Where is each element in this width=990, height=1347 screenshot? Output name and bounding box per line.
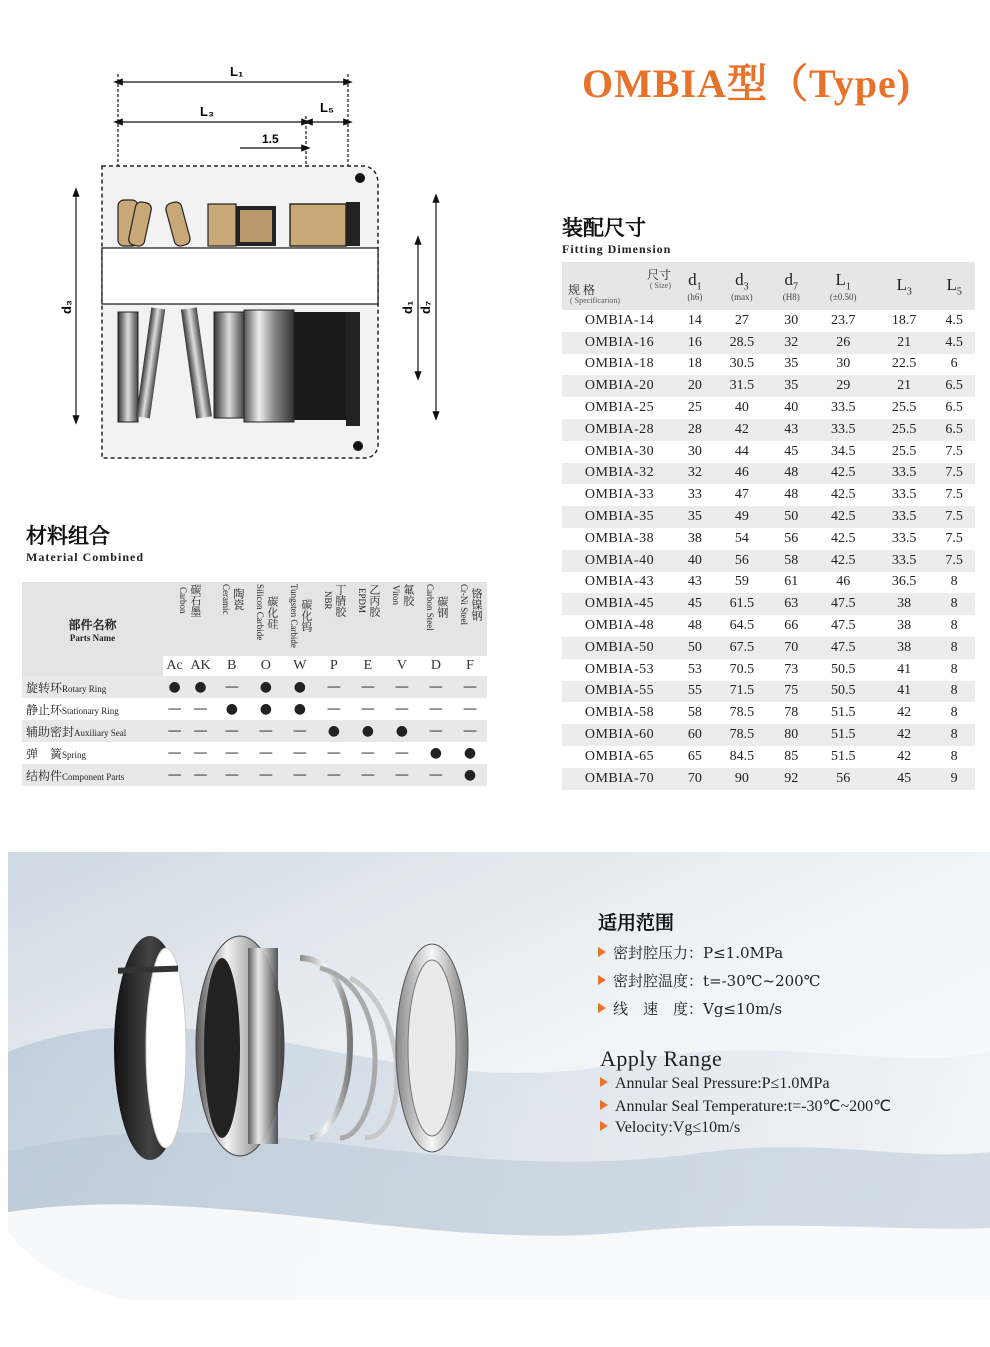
material-mark: — bbox=[186, 720, 215, 742]
value-cell: 8 bbox=[950, 618, 958, 634]
value-cell: 50.5 bbox=[811, 681, 875, 703]
material-mark: — bbox=[249, 764, 283, 786]
material-code: Ac bbox=[163, 656, 186, 676]
material-mark: ● bbox=[453, 764, 487, 786]
material-mark: — bbox=[394, 701, 409, 717]
value-cell: 90 bbox=[713, 768, 771, 790]
value-cell: 70 bbox=[677, 768, 713, 790]
part-name: 静止环Stationary Ring bbox=[26, 702, 119, 717]
value-cell: 54 bbox=[734, 530, 749, 546]
value-cell: 18 bbox=[687, 356, 702, 372]
model-cell: OMBIA-18 bbox=[584, 356, 655, 372]
value-cell: 51.5 bbox=[830, 748, 856, 764]
value-cell: 8 bbox=[933, 681, 975, 703]
value-cell: 56 bbox=[713, 550, 771, 572]
material-code: P bbox=[317, 656, 351, 676]
value-cell: 47 bbox=[734, 487, 749, 503]
value-cell: 18.7 bbox=[891, 312, 917, 328]
value-cell: 30 bbox=[687, 443, 702, 459]
value-cell: 33.5 bbox=[875, 506, 933, 528]
value-cell: 61.5 bbox=[713, 593, 771, 615]
bullet-arrow-icon bbox=[600, 1121, 608, 1131]
value-cell: 70 bbox=[771, 637, 811, 659]
value-cell: 27 bbox=[734, 312, 749, 328]
value-cell: 7.5 bbox=[945, 443, 963, 459]
value-cell: 45 bbox=[784, 443, 799, 459]
value-cell: 84.5 bbox=[729, 748, 755, 764]
header-tungsten-carbide: 碳化钨 Tungsten Carbide bbox=[283, 582, 317, 656]
header-silicon-carbide: 碳化硅 Silicon Carbide bbox=[249, 582, 283, 656]
material-mark: ● bbox=[259, 701, 272, 717]
material-mark: ● bbox=[283, 676, 317, 698]
material-mark: — bbox=[428, 701, 443, 717]
seal-cross-section-drawing bbox=[40, 60, 433, 480]
material-mark: — bbox=[360, 701, 375, 717]
value-cell: 40 bbox=[677, 550, 713, 572]
header-epdm: 乙丙胶 EPDM bbox=[351, 582, 385, 656]
material-mark: — bbox=[215, 764, 249, 786]
value-cell: 60 bbox=[677, 724, 713, 746]
table-row bbox=[562, 746, 975, 768]
header-l3: $L_3$ bbox=[875, 262, 933, 310]
value-cell: 28.5 bbox=[713, 332, 771, 354]
part-name: 旋转环Rotary Ring bbox=[22, 676, 163, 698]
value-cell: 9 bbox=[933, 768, 975, 790]
material-mark: — bbox=[258, 745, 273, 761]
header-l5: $L_5$ bbox=[933, 262, 975, 310]
value-cell: 7.5 bbox=[945, 487, 963, 503]
table-row bbox=[562, 659, 975, 681]
apply-en-item: Annular Seal Pressure:P≤1.0MPa bbox=[600, 1075, 891, 1093]
header-parts-name: 部件名称 Parts Name bbox=[22, 582, 163, 676]
table-row bbox=[22, 764, 487, 786]
value-cell: 56 bbox=[811, 768, 875, 790]
material-mark: — bbox=[419, 676, 453, 698]
header-d1: $d_1$ (h6) bbox=[677, 262, 713, 310]
value-cell: 64.5 bbox=[729, 618, 755, 634]
value-cell: 46 bbox=[836, 574, 851, 590]
value-cell: 47.5 bbox=[830, 618, 856, 634]
value-cell: 8 bbox=[950, 574, 958, 590]
material-mark: — bbox=[224, 745, 239, 761]
value-cell: 25.5 bbox=[891, 400, 917, 416]
value-cell: 30 bbox=[784, 312, 799, 328]
value-cell: 92 bbox=[771, 768, 811, 790]
value-cell: 6.5 bbox=[945, 400, 963, 416]
value-cell: 30 bbox=[836, 356, 851, 372]
bullet-arrow-icon bbox=[600, 1077, 608, 1087]
value-cell: 42 bbox=[875, 724, 933, 746]
value-cell: 21 bbox=[875, 332, 933, 354]
value-cell: 30.5 bbox=[729, 356, 755, 372]
table-row bbox=[562, 593, 975, 615]
apply-cn-item: 线 速 度：Vg≤10m/s bbox=[598, 998, 821, 1019]
value-cell: 48 bbox=[687, 618, 702, 634]
material-mark: — bbox=[283, 720, 317, 742]
value-cell: 49 bbox=[713, 506, 771, 528]
fitting-title-en: Fitting Dimension bbox=[562, 242, 672, 256]
value-cell: 41 bbox=[897, 661, 912, 677]
value-cell: 44 bbox=[734, 443, 749, 459]
material-title-en: Material Combined bbox=[26, 550, 144, 564]
header-nbr: 丁腈胶 NBR bbox=[317, 582, 351, 656]
table-row bbox=[562, 332, 975, 354]
value-cell: 6.5 bbox=[933, 375, 975, 397]
bullet-arrow-icon bbox=[598, 947, 606, 957]
value-cell: 14 bbox=[687, 312, 702, 328]
value-cell: 16 bbox=[677, 332, 713, 354]
model-cell: OMBIA-38 bbox=[584, 530, 655, 546]
material-mark: — bbox=[351, 676, 385, 698]
value-cell: 48 bbox=[784, 487, 799, 503]
value-cell: 38 bbox=[687, 530, 702, 546]
bullet-arrow-icon bbox=[598, 975, 606, 985]
value-cell: 7.5 bbox=[933, 463, 975, 485]
value-cell: 38 bbox=[897, 618, 912, 634]
material-mark: — bbox=[193, 745, 208, 761]
material-mark: — bbox=[385, 676, 419, 698]
value-cell: 4.5 bbox=[945, 312, 963, 328]
value-cell: 33.5 bbox=[891, 530, 917, 546]
part-name: 弹 簧Spring bbox=[26, 746, 87, 761]
material-mark: ● bbox=[293, 701, 306, 717]
value-cell: 51.5 bbox=[811, 724, 875, 746]
model-cell: OMBIA-45 bbox=[562, 593, 677, 615]
value-cell: 6 bbox=[950, 356, 958, 372]
value-cell: 42 bbox=[897, 705, 912, 721]
value-cell: 45 bbox=[875, 768, 933, 790]
apply-range-en-heading: Apply Range bbox=[600, 1046, 723, 1071]
value-cell: 55 bbox=[677, 681, 713, 703]
table-row bbox=[22, 720, 487, 742]
value-cell: 31.5 bbox=[713, 375, 771, 397]
table-row bbox=[562, 637, 975, 659]
material-code: O bbox=[249, 656, 283, 676]
value-cell: 78.5 bbox=[729, 705, 755, 721]
value-cell: 41 bbox=[875, 681, 933, 703]
material-mark: — bbox=[317, 676, 351, 698]
model-cell: OMBIA-40 bbox=[562, 550, 677, 572]
table-row bbox=[22, 742, 487, 764]
material-code: B bbox=[215, 656, 249, 676]
apply-cn-item: 密封腔温度：t=-30℃~200℃ bbox=[598, 970, 821, 991]
value-cell: 38 bbox=[875, 593, 933, 615]
material-mark: ● bbox=[186, 676, 215, 698]
value-cell: 73 bbox=[784, 661, 799, 677]
value-cell: 43 bbox=[771, 419, 811, 441]
material-mark: — bbox=[360, 745, 375, 761]
value-cell: 8 bbox=[933, 593, 975, 615]
model-cell: OMBIA-16 bbox=[562, 332, 677, 354]
material-mark: — bbox=[419, 720, 453, 742]
value-cell: 40 bbox=[734, 400, 749, 416]
model-cell: OMBIA-70 bbox=[562, 768, 677, 790]
value-cell: 48 bbox=[771, 463, 811, 485]
value-cell: 8 bbox=[950, 748, 958, 764]
value-cell: 63 bbox=[771, 593, 811, 615]
value-cell: 46 bbox=[713, 463, 771, 485]
material-mark: ● bbox=[249, 676, 283, 698]
mechanical-seal-photo bbox=[110, 928, 480, 1178]
apply-en-item: Velocity:Vg≤10m/s bbox=[600, 1119, 891, 1137]
value-cell: 38 bbox=[875, 637, 933, 659]
fitting-table-body bbox=[562, 310, 975, 790]
value-cell: 7.5 bbox=[933, 506, 975, 528]
material-mark: — bbox=[167, 745, 182, 761]
value-cell: 7.5 bbox=[933, 550, 975, 572]
material-mark: ● bbox=[163, 676, 186, 698]
model-cell: OMBIA-30 bbox=[584, 443, 655, 459]
value-cell: 20 bbox=[677, 375, 713, 397]
value-cell: 33 bbox=[687, 487, 702, 503]
table-row bbox=[562, 768, 975, 790]
material-title-cn: 材料组合 bbox=[26, 523, 110, 548]
value-cell: 45 bbox=[677, 593, 713, 615]
value-cell: 23.7 bbox=[830, 312, 856, 328]
value-cell: 36.5 bbox=[891, 574, 917, 590]
material-table-body bbox=[22, 676, 487, 786]
header-d3: $d_3$ (max) bbox=[713, 262, 771, 310]
model-cell: OMBIA-28 bbox=[562, 419, 677, 441]
value-cell: 65 bbox=[687, 748, 702, 764]
material-mark: — bbox=[186, 764, 215, 786]
value-cell: 51.5 bbox=[830, 705, 856, 721]
value-cell: 29 bbox=[811, 375, 875, 397]
material-mark: ● bbox=[463, 745, 477, 761]
value-cell: 25.5 bbox=[875, 419, 933, 441]
value-cell: 32 bbox=[677, 463, 713, 485]
model-cell: OMBIA-58 bbox=[584, 705, 655, 721]
value-cell: 8 bbox=[950, 705, 958, 721]
model-cell: OMBIA-53 bbox=[584, 661, 655, 677]
table-row bbox=[562, 615, 975, 637]
svg-text:L₁: L₁ bbox=[230, 64, 244, 79]
table-row bbox=[562, 441, 975, 463]
value-cell: 58 bbox=[771, 550, 811, 572]
value-cell: 42 bbox=[713, 419, 771, 441]
page-title: OMBIA型（Type) bbox=[582, 61, 912, 106]
model-cell: OMBIA-14 bbox=[584, 312, 655, 328]
table-row bbox=[22, 676, 487, 698]
value-cell: 26 bbox=[811, 332, 875, 354]
material-mark: ● bbox=[351, 720, 385, 742]
value-cell: 33.5 bbox=[875, 463, 933, 485]
model-cell: OMBIA-48 bbox=[584, 618, 655, 634]
table-row bbox=[562, 506, 975, 528]
material-mark: — bbox=[385, 764, 419, 786]
value-cell: 50 bbox=[677, 637, 713, 659]
material-header-row bbox=[22, 582, 487, 656]
table-row bbox=[562, 354, 975, 376]
value-cell: 59 bbox=[734, 574, 749, 590]
value-cell: 35 bbox=[784, 356, 799, 372]
apply-cn-item: 密封腔压力：P≤1.0MPa bbox=[598, 942, 821, 963]
material-mark: — bbox=[167, 701, 182, 717]
value-cell: 25 bbox=[687, 400, 702, 416]
model-cell: OMBIA-32 bbox=[562, 463, 677, 485]
material-mark: — bbox=[215, 676, 249, 698]
value-cell: 80 bbox=[771, 724, 811, 746]
model-cell: OMBIA-55 bbox=[562, 681, 677, 703]
value-cell: 75 bbox=[771, 681, 811, 703]
value-cell: 8 bbox=[933, 724, 975, 746]
value-cell: 53 bbox=[687, 661, 702, 677]
value-cell: 71.5 bbox=[713, 681, 771, 703]
value-cell: 47.5 bbox=[811, 593, 875, 615]
value-cell: 33.5 bbox=[811, 419, 875, 441]
material-mark: — bbox=[453, 676, 487, 698]
value-cell: 66 bbox=[784, 618, 799, 634]
material-mark: — bbox=[326, 745, 341, 761]
bullet-arrow-icon bbox=[600, 1100, 608, 1110]
material-mark: — bbox=[292, 745, 307, 761]
material-code: V bbox=[385, 656, 419, 676]
model-cell: OMBIA-35 bbox=[562, 506, 677, 528]
table-row bbox=[562, 528, 975, 550]
value-cell: 78.5 bbox=[713, 724, 771, 746]
fitting-dimension-table bbox=[562, 262, 975, 790]
table-row bbox=[562, 463, 975, 485]
value-cell: 56 bbox=[784, 530, 799, 546]
value-cell: 35 bbox=[771, 375, 811, 397]
value-cell: 4.5 bbox=[933, 332, 975, 354]
material-mark: — bbox=[317, 764, 351, 786]
material-mark: — bbox=[249, 720, 283, 742]
value-cell: 28 bbox=[677, 419, 713, 441]
model-cell: OMBIA-50 bbox=[562, 637, 677, 659]
svg-text:L₅: L₅ bbox=[320, 100, 334, 115]
value-cell: 43 bbox=[687, 574, 702, 590]
header-cr-ni-steel: 铬镍钢 Cr-Ni Steel bbox=[453, 582, 487, 656]
model-cell: OMBIA-65 bbox=[584, 748, 655, 764]
material-mark: — bbox=[394, 745, 409, 761]
value-cell: 33.5 bbox=[830, 400, 856, 416]
header-d7: $d_7$ (H8) bbox=[771, 262, 811, 310]
material-code: F bbox=[453, 656, 487, 676]
value-cell: 7.5 bbox=[945, 530, 963, 546]
material-code: D bbox=[419, 656, 453, 676]
material-table bbox=[22, 582, 487, 786]
value-cell: 42.5 bbox=[811, 506, 875, 528]
svg-text:d₇: d₇ bbox=[418, 300, 433, 314]
fitting-title-cn: 装配尺寸 bbox=[562, 215, 646, 240]
value-cell: 85 bbox=[784, 748, 799, 764]
value-cell: 50.5 bbox=[830, 661, 856, 677]
material-mark: — bbox=[193, 701, 208, 717]
value-cell: 67.5 bbox=[713, 637, 771, 659]
material-code: E bbox=[351, 656, 385, 676]
value-cell: 50 bbox=[771, 506, 811, 528]
material-mark: — bbox=[462, 701, 477, 717]
value-cell: 42 bbox=[897, 748, 912, 764]
value-cell: 32 bbox=[771, 332, 811, 354]
table-row bbox=[562, 550, 975, 572]
value-cell: 61 bbox=[784, 574, 799, 590]
value-cell: 40 bbox=[784, 400, 799, 416]
header-carbon: 碳石墨 Carbon bbox=[163, 582, 215, 656]
header-viton: 氟胶 Viton bbox=[385, 582, 419, 656]
material-mark: — bbox=[419, 764, 453, 786]
value-cell: 33.5 bbox=[875, 550, 933, 572]
material-mark: — bbox=[326, 701, 341, 717]
material-code: AK bbox=[186, 656, 215, 676]
value-cell: 78 bbox=[784, 705, 799, 721]
material-mark: ● bbox=[317, 720, 351, 742]
value-cell: 42.5 bbox=[830, 487, 856, 503]
model-cell: OMBIA-20 bbox=[562, 375, 677, 397]
material-mark: ● bbox=[429, 745, 443, 761]
material-mark: — bbox=[163, 720, 186, 742]
value-cell: 21 bbox=[875, 375, 933, 397]
table-header-row bbox=[562, 262, 975, 310]
value-cell: 42.5 bbox=[830, 530, 856, 546]
value-cell: 42.5 bbox=[811, 550, 875, 572]
table-row bbox=[562, 310, 975, 332]
table-row bbox=[22, 698, 487, 720]
svg-text:d₁: d₁ bbox=[400, 300, 415, 314]
table-row bbox=[562, 397, 975, 419]
table-row bbox=[562, 419, 975, 441]
material-mark: ● bbox=[385, 720, 419, 742]
apply-en-item: Annular Seal Temperature:t=-30℃~200℃ bbox=[600, 1096, 891, 1116]
value-cell: 35 bbox=[677, 506, 713, 528]
table-row bbox=[562, 572, 975, 594]
material-mark: ● bbox=[225, 701, 238, 717]
material-mark: — bbox=[215, 720, 249, 742]
table-row bbox=[562, 724, 975, 746]
model-cell: OMBIA-60 bbox=[562, 724, 677, 746]
header-carbon-steel: 碳钢 Carbon Steel bbox=[419, 582, 453, 656]
material-mark: — bbox=[351, 764, 385, 786]
svg-text:d₃: d₃ bbox=[59, 300, 74, 314]
apply-range-cn bbox=[598, 908, 821, 1019]
value-cell: 8 bbox=[933, 637, 975, 659]
value-cell: 58 bbox=[687, 705, 702, 721]
header-spec: 尺寸 ( Size) 规 格 ( Specificarion) bbox=[562, 262, 677, 310]
table-row bbox=[562, 681, 975, 703]
table-row bbox=[562, 375, 975, 397]
model-cell: OMBIA-43 bbox=[584, 574, 655, 590]
model-cell: OMBIA-33 bbox=[584, 487, 655, 503]
bullet-arrow-icon bbox=[598, 1003, 606, 1013]
model-cell: OMBIA-25 bbox=[584, 400, 655, 416]
value-cell: 22.5 bbox=[891, 356, 917, 372]
svg-text:1.5: 1.5 bbox=[262, 132, 279, 146]
value-cell: 6.5 bbox=[933, 419, 975, 441]
svg-text:L₃: L₃ bbox=[200, 104, 214, 119]
part-name: 结构件Component Parts bbox=[22, 764, 163, 786]
material-mark: — bbox=[163, 764, 186, 786]
header-l1: $L_1$ (±0.50) bbox=[811, 262, 875, 310]
apply-range-cn-heading: 适用范围 bbox=[598, 912, 675, 934]
part-name: 辅助密封Auxiliary Seal bbox=[22, 720, 163, 742]
value-cell: 42.5 bbox=[811, 463, 875, 485]
apply-range-en bbox=[600, 1046, 891, 1137]
value-cell: 70.5 bbox=[729, 661, 755, 677]
table-row bbox=[562, 702, 975, 724]
material-mark: — bbox=[283, 764, 317, 786]
material-code: W bbox=[283, 656, 317, 676]
value-cell: 47.5 bbox=[811, 637, 875, 659]
material-mark: — bbox=[453, 720, 487, 742]
value-cell: 33.5 bbox=[891, 487, 917, 503]
value-cell: 34.5 bbox=[830, 443, 856, 459]
value-cell: 25.5 bbox=[891, 443, 917, 459]
value-cell: 8 bbox=[950, 661, 958, 677]
table-row bbox=[562, 484, 975, 506]
header-ceramic: 陶瓷 Ceramic bbox=[215, 582, 249, 656]
